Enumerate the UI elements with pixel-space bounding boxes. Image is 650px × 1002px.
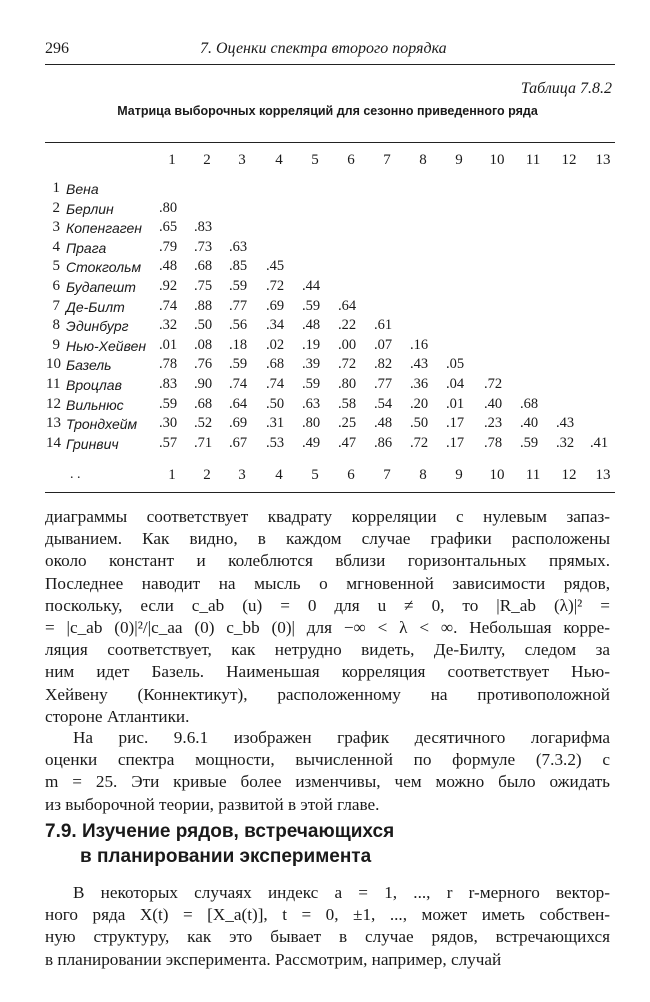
table-cell: .43: [556, 415, 575, 432]
column-header: 12: [561, 152, 577, 168]
column-header: 13: [595, 152, 611, 168]
table-cell: .80: [338, 376, 357, 392]
text-line: из выборочной теории, развитой в этой главе.: [45, 794, 380, 814]
column-header: 6: [347, 152, 355, 168]
table-cell: .01: [159, 336, 178, 353]
column-footer: 5: [311, 467, 319, 483]
table-cell: .36: [410, 376, 429, 392]
column-footer: 8: [419, 467, 427, 483]
table-cell: .64: [229, 395, 248, 412]
table-cell: .01: [446, 395, 465, 412]
row-number: 8: [52, 317, 60, 334]
table-cell: .59: [229, 278, 248, 294]
column-footer: 4: [275, 467, 283, 483]
text-line: ним идет Базель. Наименьшая корреляция соответствует Нью-: [45, 662, 610, 682]
row-city: Берлин: [66, 200, 114, 217]
table-cell: .63: [302, 395, 321, 412]
text-line: = |c_ab (0)|²/|c_aa (0) c_bb (0)| для −∞ < λ < ∞. Небольшая корре-: [45, 617, 610, 637]
table-cell: .49: [302, 434, 321, 451]
table-cell: .68: [520, 395, 539, 412]
row-city: Вроцлав: [66, 377, 122, 393]
table-cell: .74: [159, 297, 178, 314]
column-footer: 1: [168, 467, 176, 483]
text-line: стороне Атлантики.: [45, 706, 190, 726]
header-rule: [45, 64, 615, 65]
section-heading-line2: в планировании эксперимента: [80, 846, 372, 867]
table-cell: .83: [159, 376, 178, 392]
column-footer: 6: [347, 467, 355, 483]
text-line: диаграммы соответствует квадрату корреляции с нулевым запаз-: [45, 507, 610, 526]
text-line: поскольку, если c_ab (u) = 0 для u ≠ 0, то |R_ab (λ)|² =: [45, 595, 610, 615]
column-footer: 10: [489, 467, 505, 483]
column-footer: 12: [561, 467, 577, 483]
table-cell: .19: [302, 336, 321, 353]
table-cell: .47: [338, 434, 357, 451]
table-cell: .40: [520, 415, 539, 432]
table-cell: .45: [266, 258, 285, 275]
table-cell: .34: [266, 317, 285, 334]
row-number: 7: [52, 297, 60, 314]
text-line: Последнее наводит на мысль о мгновенной зависимости рядов,: [45, 573, 610, 593]
row-number: 3: [52, 219, 60, 236]
paragraph-3: [45, 882, 610, 971]
table-bottom-rule: [45, 492, 615, 493]
table-cell: .78: [484, 434, 503, 451]
table-cell: .59: [520, 434, 539, 451]
table-cell: .30: [159, 415, 178, 432]
table-cell: .72: [266, 278, 285, 294]
row-city: Базель: [66, 357, 112, 374]
table-cell: .83: [194, 219, 213, 236]
table-cell: .80: [159, 199, 178, 216]
table-cell: .68: [194, 395, 213, 412]
table-cell: .50: [410, 415, 429, 432]
table-cell: .69: [266, 297, 285, 314]
table-cell: .43: [410, 356, 429, 373]
table-cell: .32: [159, 317, 178, 334]
table-cell: .65: [159, 219, 178, 236]
row-city: Де-Билт: [66, 298, 125, 315]
table-cell: .72: [484, 376, 503, 392]
table-cell: .54: [374, 395, 393, 412]
text-line: ную структуру, как это бывает в случае рядов, встречающихся: [45, 927, 610, 947]
table-cell: .75: [194, 278, 213, 294]
table-cell: .78: [159, 356, 178, 373]
table-cell: .53: [266, 434, 285, 451]
table-cell: .58: [338, 395, 357, 412]
table-cell: .07: [374, 336, 393, 353]
table-cell: .77: [374, 376, 393, 392]
table-cell: .48: [159, 258, 178, 275]
table-cell: .17: [446, 434, 465, 451]
row-city: Нью-Хейвен: [66, 337, 147, 354]
table-cell: .90: [194, 376, 213, 392]
column-header: 11: [525, 152, 541, 168]
column-header: 10: [489, 152, 505, 168]
row-number: 2: [52, 199, 60, 216]
row-city: Вильнюс: [66, 396, 124, 413]
text-line: На рис. 9.6.1 изображен график десятичного логарифма: [73, 728, 610, 747]
table-cell: .63: [229, 238, 248, 255]
column-footer: 9: [455, 467, 463, 483]
column-header: 3: [238, 152, 246, 168]
table-cell: .76: [194, 356, 213, 373]
column-footer: 2: [203, 467, 211, 483]
text-line: ляция соответствует, как нетрудно видеть, Де-Билту, следом за: [45, 640, 610, 660]
table-cell: .73: [194, 238, 213, 255]
row-city: Копенгаген: [66, 220, 143, 237]
row-number: 5: [52, 258, 60, 275]
table-cell: .32: [556, 434, 575, 451]
text-line: около констант и колеблются вблизи горизонтальных прямых.: [45, 551, 610, 571]
table-cell: .68: [194, 258, 213, 275]
table-cell: .50: [266, 395, 285, 412]
text-line: Хейвену (Коннектикут), расположенному на противоположной: [45, 684, 610, 704]
table-cell: .20: [410, 395, 429, 412]
text-line: оценки спектра мощности, вычисленной по формуле (7.3.2) с: [45, 750, 610, 770]
table-cell: .59: [159, 395, 178, 412]
column-footer: 7: [383, 467, 391, 483]
page-number: 296: [45, 40, 69, 57]
table-cell: .31: [266, 415, 285, 432]
row-city: Трондхейм: [66, 416, 138, 433]
paragraph-2: [45, 727, 610, 816]
table-cell: .80: [302, 415, 321, 432]
table-cell: .44: [302, 278, 321, 294]
row-city: Гринвич: [66, 435, 119, 452]
table-label: Таблица 7.8.2: [520, 80, 612, 97]
table-cell: .16: [410, 336, 429, 353]
table-cell: .79: [159, 238, 178, 255]
table-cell: .85: [229, 258, 248, 275]
table-cell: .86: [374, 434, 393, 451]
text-line: дыванием. Как видно, в каждом случае графики расположены: [45, 529, 610, 549]
table-cell: .48: [302, 317, 321, 334]
row-number: 11: [46, 376, 61, 392]
table-cell: .23: [484, 415, 503, 432]
running-title: 7. Оценки спектра второго порядка: [200, 40, 447, 57]
table-cell: .40: [484, 395, 503, 412]
text-line: m = 25. Эти кривые более изменчивы, чем можно было ожидать: [45, 772, 610, 792]
column-header: 9: [455, 152, 463, 168]
table-cell: .59: [229, 356, 248, 373]
row-number: 14: [46, 434, 61, 451]
row-city: Стокгольм: [66, 259, 142, 276]
text-line: в планировании эксперимента. Рассмотрим, например, случай: [45, 949, 502, 969]
table-cell: .02: [266, 336, 285, 353]
table-cell: .77: [229, 297, 248, 314]
table-cell: .08: [194, 336, 213, 353]
footer-dots: . .: [70, 467, 81, 482]
table-cell: .61: [374, 317, 393, 334]
table-cell: .52: [194, 415, 213, 432]
table-cell: .05: [446, 356, 465, 373]
table-cell: .72: [338, 356, 357, 373]
row-number: 6: [52, 278, 60, 294]
row-number: 1: [52, 180, 60, 196]
table-caption: Матрица выборочных корреляций для сезонно приведенного ряда: [117, 104, 538, 118]
table-cell: .00: [338, 336, 357, 353]
table-cell: .22: [338, 317, 357, 334]
column-footer: 3: [238, 467, 246, 483]
table-top-rule: [45, 142, 615, 143]
table-cell: .57: [159, 434, 178, 451]
table-cell: .72: [410, 434, 429, 451]
table-cell: .64: [338, 297, 357, 314]
table-cell: .59: [302, 376, 321, 392]
table-cell: .50: [194, 317, 213, 334]
table-cell: .71: [194, 434, 213, 451]
row-city: Вена: [66, 181, 99, 197]
table-cell: .69: [229, 415, 248, 432]
column-header: 2: [203, 152, 211, 168]
column-header: 4: [275, 152, 283, 168]
column-header: 1: [168, 152, 176, 168]
table-cell: .82: [374, 356, 393, 373]
table-cell: .48: [374, 415, 393, 432]
table-cell: .67: [229, 434, 248, 451]
table-cell: .74: [266, 376, 285, 392]
column-header: 8: [419, 152, 427, 168]
text-line: В некоторых случаях индекс a = 1, ..., r r-мерного вектор-: [73, 883, 610, 902]
column-header: 5: [311, 152, 319, 168]
table-cell: .17: [446, 415, 465, 432]
row-city: Эдинбург: [66, 318, 129, 335]
table-cell: .04: [446, 376, 465, 392]
section-heading-line1: 7.9. Изучение рядов, встречающихся: [45, 821, 395, 842]
column-footer: 11: [525, 467, 541, 483]
table-cell: .68: [266, 356, 285, 373]
table-cell: .59: [302, 297, 321, 314]
row-number: 10: [46, 356, 61, 373]
row-number: 9: [52, 336, 60, 353]
column-header: 7: [383, 152, 391, 168]
row-number: 12: [46, 395, 61, 412]
paragraph-1: [45, 506, 610, 728]
column-footer: 13: [595, 467, 611, 483]
table-cell: .18: [229, 336, 248, 353]
row-city: Прага: [66, 239, 107, 256]
row-city: Будапешт: [66, 279, 136, 295]
table-cell: .41: [590, 434, 609, 451]
row-number: 4: [52, 238, 60, 255]
row-number: 13: [46, 415, 61, 432]
table-cell: .39: [302, 356, 321, 373]
table-cell: .92: [159, 278, 178, 294]
table-cell: .88: [194, 297, 213, 314]
table-cell: .25: [338, 415, 357, 432]
text-line: ного ряда X(t) = [X_a(t)], t = 0, ±1, ..., может иметь собствен-: [45, 905, 610, 925]
table-cell: .74: [229, 376, 248, 392]
table-cell: .56: [229, 317, 248, 334]
